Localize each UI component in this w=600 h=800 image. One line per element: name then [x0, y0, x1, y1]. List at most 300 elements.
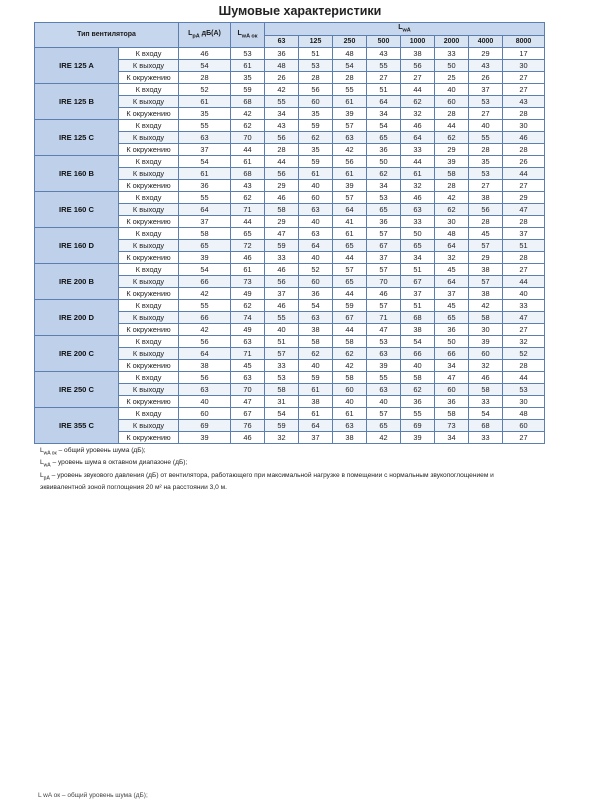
- value-cell: 68: [231, 96, 265, 108]
- value-cell: 59: [299, 120, 333, 132]
- value-cell: 40: [299, 216, 333, 228]
- value-cell: 47: [265, 228, 299, 240]
- value-cell: 58: [265, 384, 299, 396]
- value-cell: 34: [435, 360, 469, 372]
- condition-cell: К окружению: [119, 432, 179, 444]
- value-cell: 38: [299, 396, 333, 408]
- table-row: [35, 192, 545, 204]
- value-cell: 45: [435, 264, 469, 276]
- value-cell: 53: [503, 384, 545, 396]
- value-cell: 50: [435, 336, 469, 348]
- value-cell: 37: [367, 252, 401, 264]
- header-freq-125: 125: [299, 36, 333, 48]
- value-cell: 29: [503, 192, 545, 204]
- value-cell: 56: [469, 204, 503, 216]
- value-cell: 64: [179, 348, 231, 360]
- value-cell: 48: [265, 60, 299, 72]
- condition-cell: К окружению: [119, 324, 179, 336]
- value-cell: 63: [179, 384, 231, 396]
- value-cell: 27: [367, 72, 401, 84]
- value-cell: 37: [401, 288, 435, 300]
- value-cell: 65: [401, 240, 435, 252]
- value-cell: 46: [231, 432, 265, 444]
- table-header: [35, 23, 545, 48]
- condition-cell: К выходу: [119, 384, 179, 396]
- value-cell: 56: [179, 336, 231, 348]
- table-row: [35, 120, 545, 132]
- value-cell: 41: [333, 216, 367, 228]
- value-cell: 28: [503, 216, 545, 228]
- value-cell: 44: [333, 252, 367, 264]
- table-row: [35, 228, 545, 240]
- value-cell: 26: [469, 72, 503, 84]
- condition-cell: К входу: [119, 372, 179, 384]
- header-lpa: $L_{pA}$ дБ(A): [179, 23, 231, 48]
- note-lpa: $L_{pA}$ – уровень звукового давления (дБ) от вентилятора, работающего при максимальной нагрузке в помещении с нормальным звукопоглощением и эквивалентной зоной поглощения 20 м² на расстоянии 3,0 м.: [40, 471, 494, 491]
- condition-cell: К входу: [119, 408, 179, 420]
- value-cell: 56: [401, 60, 435, 72]
- bottom-cut-note: L wA ок – общий уровень шума (дБ);: [38, 792, 148, 799]
- value-cell: 38: [299, 324, 333, 336]
- value-cell: 44: [333, 288, 367, 300]
- value-cell: 48: [333, 48, 367, 60]
- value-cell: 71: [367, 312, 401, 324]
- value-cell: 30: [503, 60, 545, 72]
- condition-cell: К окружению: [119, 216, 179, 228]
- value-cell: 34: [265, 108, 299, 120]
- fan-type-cell: IRE 250 C: [35, 372, 119, 408]
- value-cell: 53: [299, 60, 333, 72]
- value-cell: 44: [401, 156, 435, 168]
- value-cell: 30: [435, 216, 469, 228]
- value-cell: 64: [401, 132, 435, 144]
- header-freq-63: 63: [265, 36, 299, 48]
- header-freq-8000: 8000: [503, 36, 545, 48]
- condition-cell: К входу: [119, 156, 179, 168]
- value-cell: 63: [231, 372, 265, 384]
- value-cell: 61: [179, 96, 231, 108]
- value-cell: 60: [333, 384, 367, 396]
- value-cell: 59: [231, 84, 265, 96]
- value-cell: 61: [231, 156, 265, 168]
- value-cell: 48: [503, 408, 545, 420]
- value-cell: 40: [435, 84, 469, 96]
- value-cell: 67: [231, 408, 265, 420]
- fan-type-cell: IRE 160 B: [35, 156, 119, 192]
- value-cell: 36: [265, 48, 299, 60]
- value-cell: 44: [503, 168, 545, 180]
- value-cell: 62: [435, 132, 469, 144]
- value-cell: 42: [231, 108, 265, 120]
- value-cell: 40: [265, 324, 299, 336]
- value-cell: 53: [469, 168, 503, 180]
- value-cell: 58: [333, 372, 367, 384]
- value-cell: 63: [299, 228, 333, 240]
- value-cell: 47: [231, 396, 265, 408]
- value-cell: 64: [299, 240, 333, 252]
- value-cell: 26: [265, 72, 299, 84]
- value-cell: 73: [435, 420, 469, 432]
- value-cell: 60: [503, 420, 545, 432]
- value-cell: 62: [299, 348, 333, 360]
- value-cell: 60: [179, 408, 231, 420]
- value-cell: 44: [231, 144, 265, 156]
- value-cell: 30: [469, 324, 503, 336]
- value-cell: 40: [299, 360, 333, 372]
- value-cell: 38: [401, 48, 435, 60]
- value-cell: 63: [299, 312, 333, 324]
- value-cell: 51: [265, 336, 299, 348]
- value-cell: 37: [179, 216, 231, 228]
- value-cell: 62: [231, 192, 265, 204]
- value-cell: 57: [333, 120, 367, 132]
- value-cell: 57: [367, 228, 401, 240]
- value-cell: 55: [265, 96, 299, 108]
- value-cell: 66: [401, 348, 435, 360]
- value-cell: 43: [503, 96, 545, 108]
- table-body: [35, 48, 545, 444]
- value-cell: 40: [179, 396, 231, 408]
- value-cell: 61: [333, 408, 367, 420]
- value-cell: 28: [503, 252, 545, 264]
- value-cell: 58: [469, 312, 503, 324]
- value-cell: 63: [231, 336, 265, 348]
- value-cell: 60: [299, 96, 333, 108]
- value-cell: 33: [435, 48, 469, 60]
- value-cell: 36: [435, 396, 469, 408]
- fan-type-cell: IRE 125 A: [35, 48, 119, 84]
- header-fan-type: Тип вентилятора: [35, 23, 179, 48]
- value-cell: 52: [179, 84, 231, 96]
- value-cell: 34: [435, 432, 469, 444]
- value-cell: 50: [435, 60, 469, 72]
- value-cell: 51: [503, 240, 545, 252]
- value-cell: 36: [299, 288, 333, 300]
- value-cell: 61: [231, 60, 265, 72]
- value-cell: 58: [265, 204, 299, 216]
- value-cell: 58: [469, 384, 503, 396]
- value-cell: 54: [299, 300, 333, 312]
- value-cell: 47: [435, 372, 469, 384]
- value-cell: 68: [231, 168, 265, 180]
- noise-table-container: [34, 22, 532, 444]
- condition-cell: К окружению: [119, 108, 179, 120]
- value-cell: 44: [231, 216, 265, 228]
- value-cell: 51: [367, 84, 401, 96]
- value-cell: 38: [333, 432, 367, 444]
- value-cell: 50: [367, 156, 401, 168]
- value-cell: 60: [299, 192, 333, 204]
- value-cell: 36: [401, 396, 435, 408]
- value-cell: 55: [333, 84, 367, 96]
- value-cell: 57: [367, 408, 401, 420]
- value-cell: 54: [179, 264, 231, 276]
- value-cell: 46: [367, 288, 401, 300]
- value-cell: 38: [401, 324, 435, 336]
- value-cell: 28: [299, 72, 333, 84]
- table-row: [35, 372, 545, 384]
- value-cell: 58: [179, 228, 231, 240]
- value-cell: 70: [367, 276, 401, 288]
- value-cell: 44: [265, 156, 299, 168]
- value-cell: 42: [265, 84, 299, 96]
- value-cell: 58: [401, 372, 435, 384]
- value-cell: 30: [503, 396, 545, 408]
- value-cell: 68: [469, 420, 503, 432]
- value-cell: 54: [179, 60, 231, 72]
- table-row: [35, 84, 545, 96]
- value-cell: 28: [469, 216, 503, 228]
- value-cell: 58: [333, 336, 367, 348]
- value-cell: 27: [503, 72, 545, 84]
- condition-cell: К выходу: [119, 132, 179, 144]
- value-cell: 39: [179, 432, 231, 444]
- fan-type-cell: IRE 200 D: [35, 300, 119, 336]
- value-cell: 27: [503, 84, 545, 96]
- value-cell: 60: [435, 384, 469, 396]
- value-cell: 61: [231, 264, 265, 276]
- value-cell: 33: [401, 216, 435, 228]
- value-cell: 26: [503, 156, 545, 168]
- value-cell: 33: [265, 360, 299, 372]
- value-cell: 61: [333, 168, 367, 180]
- condition-cell: К выходу: [119, 60, 179, 72]
- value-cell: 65: [333, 240, 367, 252]
- value-cell: 39: [367, 360, 401, 372]
- value-cell: 53: [469, 96, 503, 108]
- value-cell: 64: [299, 420, 333, 432]
- value-cell: 30: [503, 120, 545, 132]
- value-cell: 17: [503, 48, 545, 60]
- value-cell: 28: [179, 72, 231, 84]
- value-cell: 54: [179, 156, 231, 168]
- value-cell: 55: [367, 372, 401, 384]
- value-cell: 66: [435, 348, 469, 360]
- condition-cell: К выходу: [119, 276, 179, 288]
- condition-cell: К выходу: [119, 312, 179, 324]
- value-cell: 47: [503, 204, 545, 216]
- condition-cell: К выходу: [119, 204, 179, 216]
- value-cell: 44: [503, 372, 545, 384]
- value-cell: 46: [179, 48, 231, 60]
- value-cell: 28: [503, 108, 545, 120]
- value-cell: 52: [299, 264, 333, 276]
- value-cell: 62: [231, 120, 265, 132]
- value-cell: 47: [503, 312, 545, 324]
- condition-cell: К входу: [119, 48, 179, 60]
- value-cell: 35: [179, 108, 231, 120]
- value-cell: 28: [333, 72, 367, 84]
- condition-cell: К входу: [119, 300, 179, 312]
- value-cell: 27: [503, 264, 545, 276]
- value-cell: 39: [179, 252, 231, 264]
- value-cell: 59: [299, 156, 333, 168]
- fan-type-cell: IRE 200 B: [35, 264, 119, 300]
- condition-cell: К выходу: [119, 348, 179, 360]
- value-cell: 42: [367, 432, 401, 444]
- value-cell: 58: [435, 168, 469, 180]
- value-cell: 33: [469, 396, 503, 408]
- value-cell: 37: [435, 288, 469, 300]
- value-cell: 32: [401, 180, 435, 192]
- value-cell: 57: [265, 348, 299, 360]
- value-cell: 46: [231, 252, 265, 264]
- value-cell: 32: [435, 252, 469, 264]
- value-cell: 62: [333, 348, 367, 360]
- value-cell: 43: [265, 120, 299, 132]
- fan-type-cell: IRE 160 D: [35, 228, 119, 264]
- value-cell: 69: [401, 420, 435, 432]
- value-cell: 46: [265, 300, 299, 312]
- value-cell: 47: [367, 324, 401, 336]
- value-cell: 28: [469, 144, 503, 156]
- value-cell: 63: [333, 132, 367, 144]
- value-cell: 36: [367, 144, 401, 156]
- value-cell: 63: [367, 348, 401, 360]
- value-cell: 57: [469, 240, 503, 252]
- value-cell: 57: [367, 300, 401, 312]
- value-cell: 28: [503, 360, 545, 372]
- value-cell: 58: [299, 336, 333, 348]
- table-row: [35, 408, 545, 420]
- fan-type-cell: IRE 125 C: [35, 120, 119, 156]
- value-cell: 65: [179, 240, 231, 252]
- value-cell: 54: [265, 408, 299, 420]
- value-cell: 32: [265, 432, 299, 444]
- header-freq-250: 250: [333, 36, 367, 48]
- value-cell: 63: [367, 384, 401, 396]
- note-lwa-octave: $L_{wA}$ – уровень шума в октавном диапазоне (дБ);: [40, 459, 188, 469]
- table-row: [35, 336, 545, 348]
- value-cell: 38: [179, 360, 231, 372]
- value-cell: 25: [435, 72, 469, 84]
- value-cell: 58: [435, 408, 469, 420]
- value-cell: 39: [469, 336, 503, 348]
- value-cell: 52: [503, 348, 545, 360]
- condition-cell: К окружению: [119, 180, 179, 192]
- value-cell: 29: [435, 144, 469, 156]
- value-cell: 27: [469, 180, 503, 192]
- value-cell: 50: [401, 228, 435, 240]
- condition-cell: К выходу: [119, 240, 179, 252]
- value-cell: 59: [265, 240, 299, 252]
- value-cell: 45: [231, 360, 265, 372]
- value-cell: 28: [503, 144, 545, 156]
- noise-table: [34, 22, 545, 444]
- value-cell: 60: [469, 348, 503, 360]
- value-cell: 27: [503, 432, 545, 444]
- condition-cell: К входу: [119, 336, 179, 348]
- value-cell: 59: [333, 300, 367, 312]
- value-cell: 66: [179, 312, 231, 324]
- value-cell: 31: [265, 396, 299, 408]
- value-cell: 65: [367, 420, 401, 432]
- value-cell: 42: [179, 288, 231, 300]
- value-cell: 42: [435, 192, 469, 204]
- value-cell: 56: [299, 84, 333, 96]
- condition-cell: К входу: [119, 84, 179, 96]
- value-cell: 61: [401, 168, 435, 180]
- value-cell: 62: [231, 300, 265, 312]
- value-cell: 65: [367, 204, 401, 216]
- value-cell: 56: [265, 168, 299, 180]
- value-cell: 55: [179, 120, 231, 132]
- value-cell: 37: [469, 84, 503, 96]
- value-cell: 71: [231, 348, 265, 360]
- value-cell: 27: [401, 72, 435, 84]
- value-cell: 70: [231, 384, 265, 396]
- note-lwa-total: $L_{wA ок}$ – общий уровень шума (дБ);: [40, 447, 146, 457]
- value-cell: 72: [231, 240, 265, 252]
- value-cell: 35: [469, 156, 503, 168]
- value-cell: 61: [333, 228, 367, 240]
- value-cell: 44: [401, 84, 435, 96]
- condition-cell: К входу: [119, 228, 179, 240]
- value-cell: 71: [231, 204, 265, 216]
- value-cell: 43: [231, 180, 265, 192]
- value-cell: 51: [401, 264, 435, 276]
- value-cell: 53: [367, 192, 401, 204]
- value-cell: 62: [401, 96, 435, 108]
- value-cell: 61: [299, 408, 333, 420]
- value-cell: 55: [265, 312, 299, 324]
- condition-cell: К входу: [119, 120, 179, 132]
- value-cell: 28: [435, 108, 469, 120]
- value-cell: 68: [401, 312, 435, 324]
- value-cell: 54: [469, 408, 503, 420]
- value-cell: 45: [469, 228, 503, 240]
- value-cell: 63: [333, 420, 367, 432]
- value-cell: 40: [299, 252, 333, 264]
- value-cell: 35: [299, 108, 333, 120]
- value-cell: 67: [367, 240, 401, 252]
- value-cell: 61: [299, 168, 333, 180]
- value-cell: 40: [367, 396, 401, 408]
- value-cell: 46: [265, 192, 299, 204]
- condition-cell: К входу: [119, 192, 179, 204]
- value-cell: 27: [503, 324, 545, 336]
- value-cell: 38: [469, 264, 503, 276]
- fan-type-cell: IRE 160 C: [35, 192, 119, 228]
- condition-cell: К окружению: [119, 144, 179, 156]
- value-cell: 46: [401, 192, 435, 204]
- value-cell: 36: [367, 216, 401, 228]
- condition-cell: К окружению: [119, 288, 179, 300]
- value-cell: 44: [503, 276, 545, 288]
- value-cell: 57: [333, 192, 367, 204]
- value-cell: 54: [367, 120, 401, 132]
- value-cell: 34: [367, 180, 401, 192]
- value-cell: 42: [333, 144, 367, 156]
- value-cell: 57: [367, 264, 401, 276]
- value-cell: 59: [299, 372, 333, 384]
- value-cell: 33: [503, 300, 545, 312]
- value-cell: 56: [265, 132, 299, 144]
- value-cell: 37: [503, 228, 545, 240]
- table-row: [35, 156, 545, 168]
- value-cell: 38: [469, 192, 503, 204]
- value-cell: 40: [299, 180, 333, 192]
- value-cell: 64: [367, 96, 401, 108]
- value-cell: 65: [231, 228, 265, 240]
- value-cell: 44: [435, 120, 469, 132]
- value-cell: 48: [435, 228, 469, 240]
- value-cell: 29: [469, 48, 503, 60]
- value-cell: 64: [333, 204, 367, 216]
- header-freq-4000: 4000: [469, 36, 503, 48]
- value-cell: 63: [299, 204, 333, 216]
- header-freq-500: 500: [367, 36, 401, 48]
